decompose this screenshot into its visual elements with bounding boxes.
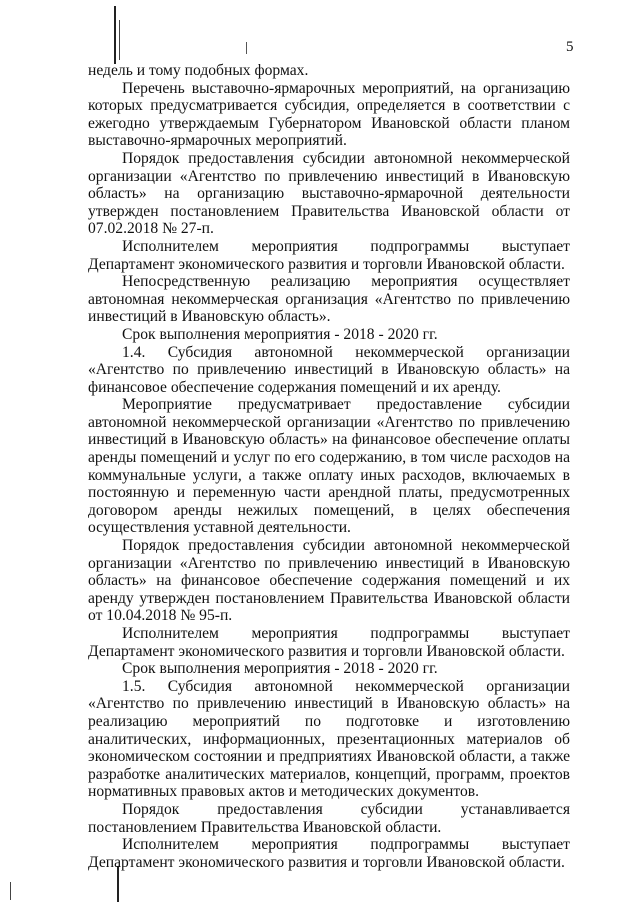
- paragraph-subsidy-order-exhibitions: Порядок предоставления субсидии автономной некоммерческой организации «Агентство по привлечению инвестиций в Ивановскую область» на организацию выставочно-ярмарочной деятельности утвержден постановлением Правительства Ивановской области от 07.02.2018 № 27-п.: [88, 149, 570, 238]
- paragraph-continuation: недель и тому подобных формах.: [88, 62, 309, 79]
- paragraph-section-1-4: 1.4. Субсидия автономной некоммерческой организации «Агентство по привлечению инвестиций в Ивановскую область» на финансовое обеспечение содержания помещений и их аренду.: [88, 343, 570, 396]
- paragraph-subsidy-order-general: Порядок предоставления субсидии устанавливается постановлением Правительства Ивановской области.: [88, 800, 570, 836]
- paragraph-deadline: Срок выполнения мероприятия - 2018 - 2020 гг.: [122, 660, 438, 678]
- scan-tick-mark: [246, 42, 247, 54]
- paragraph-executor: Исполнителем мероприятия подпрограммы выступает Департамент экономического развития и торговли Ивановской области.: [88, 836, 570, 871]
- paragraph-measure-provides: Мероприятие предусматривает предоставление субсидии автономной некоммерческой организации «Агентство по привлечению инвестиций в Ивановскую область» на финансовое обеспечение оплаты аренды помещений и услуг по его содержанию, в том числе расходов на коммунальные услуги, а также оплату иных расходов, включаемых в постоянную и переменную части арендной платы, предусмотренных договором аренды нежилых помещений, в целях обеспечения осуществления уставной деятельности.: [88, 396, 570, 537]
- paragraph-deadline: Срок выполнения мероприятия - 2018 - 2020 гг.: [122, 325, 438, 343]
- paragraph-exhibition-list: Перечень выставочно-ярмарочных мероприятий, на организацию которых предусматривается субсидия, определяется в соответствии с ежегодно утверждаемым Губернатором Ивановской области планом выставочно-ярмарочных мероприятий.: [88, 79, 570, 150]
- paragraph-executor: Исполнителем мероприятия подпрограммы выступает Департамент экономического развития и торговли Ивановской области.: [88, 625, 570, 660]
- paragraph-direct-implementation: Непосредственную реализацию мероприятия осуществляет автономная некоммерческая организация «Агентство по привлечению инвестиций в Ивановскую область».: [88, 273, 570, 326]
- binding-mark-bottom: [117, 866, 119, 902]
- paragraph-section-1-5: 1.5. Субсидия автономной некоммерческой организации «Агентство по привлечению инвестиций в Ивановскую область» на реализацию мероприятий по подготовке и изготовлению аналитических, информационных, презентационных материалов об экономическом состоянии и предприятиях Ивановской области, а также разработке аналитических материалов, концепций, программ, проектов нормативных правовых актов и методических документов.: [88, 677, 570, 801]
- paragraph-subsidy-order-rent: Порядок предоставления субсидии автономной некоммерческой организации «Агентство по привлечению инвестиций в Ивановскую область» на финансовое обеспечение содержания помещений и их аренду утвержден постановлением Правительства Ивановской области от 10.04.2018 № 95-п.: [88, 537, 570, 625]
- page-number: 5: [566, 39, 574, 55]
- document-body: [88, 62, 570, 871]
- scan-edge-mark: [10, 882, 11, 900]
- paragraph-executor: Исполнителем мероприятия подпрограммы выступает Департамент экономического развития и торговли Ивановской области.: [88, 237, 570, 273]
- binding-mark-top: [114, 6, 116, 64]
- binding-mark-top-secondary: [119, 20, 120, 60]
